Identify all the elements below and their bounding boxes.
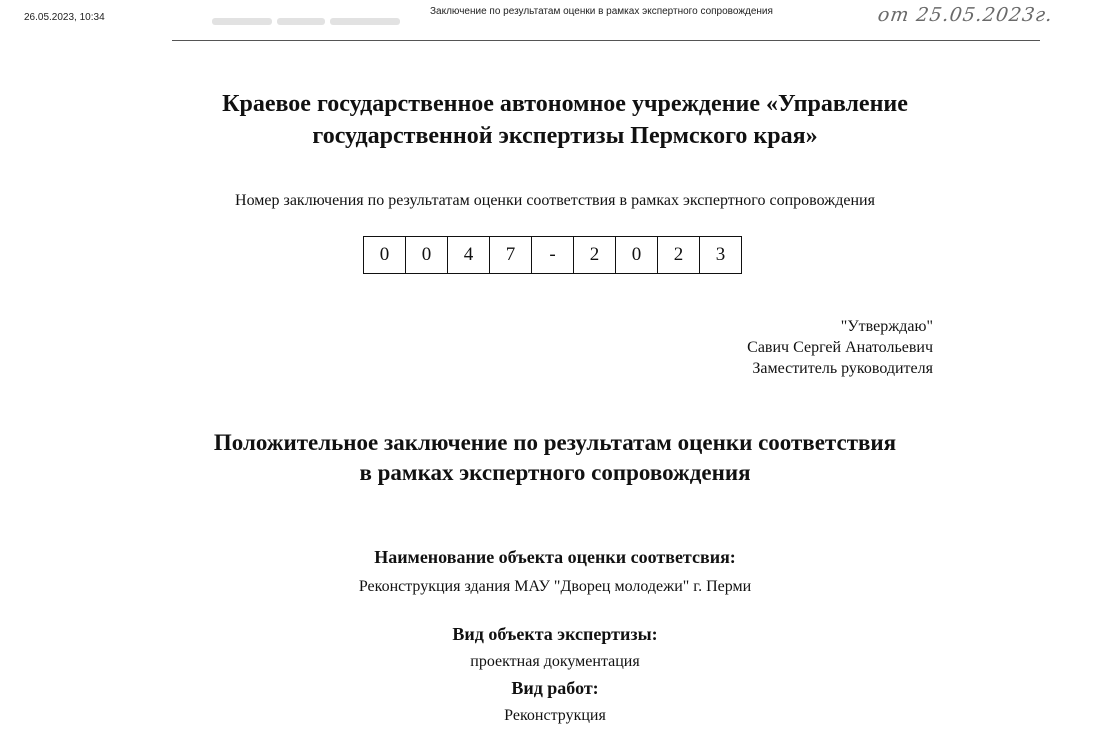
main-title-line2: в рамках экспертного сопровождения [359, 460, 751, 485]
object-name-label: Наименование объекта оценки соответсвия: [374, 547, 736, 567]
work-type-label: Вид работ: [511, 678, 599, 698]
number-char-box: 4 [448, 237, 490, 274]
number-char-box: - [532, 237, 574, 274]
main-title [150, 428, 960, 488]
number-char-box: 2 [658, 237, 700, 274]
object-name-value: Реконструкция здания МАУ "Дворец молодежи" г. Перми [358, 578, 752, 595]
number-char-box: 0 [406, 237, 448, 274]
number-char-box: 0 [616, 237, 658, 274]
print-header-title: Заключение по результатам оценки в рамках экспертного сопровождения [430, 6, 773, 17]
approver-name: Савич Сергей Анатольевич [747, 339, 933, 356]
conclusion-number-label: Номер заключения по результатам оценки соответствия в рамках экспертного сопровождения [235, 192, 875, 209]
organization-name-line2: государственной экспертизы Пермского края» [312, 123, 818, 149]
conclusion-number-boxes [363, 236, 742, 274]
work-type-value: Реконструкция [504, 707, 606, 724]
number-char-box: 7 [490, 237, 532, 274]
header-divider [172, 40, 1040, 41]
print-timestamp: 26.05.2023, 10:34 [24, 12, 105, 23]
main-title-line1: Положительное заключение по результатам оценки соответствия [213, 430, 897, 455]
approval-block [747, 316, 933, 379]
approval-stamp: "Утверждаю" [840, 318, 933, 335]
handwritten-date: от 25.05.2023г. [876, 4, 1055, 26]
organization-name-line1: Краевое государственное автономное учреждение «Управление [222, 91, 908, 117]
organization-name [150, 88, 980, 152]
expertise-type-label: Вид объекта экспертизы: [452, 624, 658, 644]
number-char-box: 2 [574, 237, 616, 274]
expertise-type-value: проектная документация [470, 653, 640, 670]
approver-position: Заместитель руководителя [752, 360, 933, 377]
number-char-box: 3 [700, 237, 742, 274]
number-char-box: 0 [364, 237, 406, 274]
faded-header-text [212, 12, 417, 21]
